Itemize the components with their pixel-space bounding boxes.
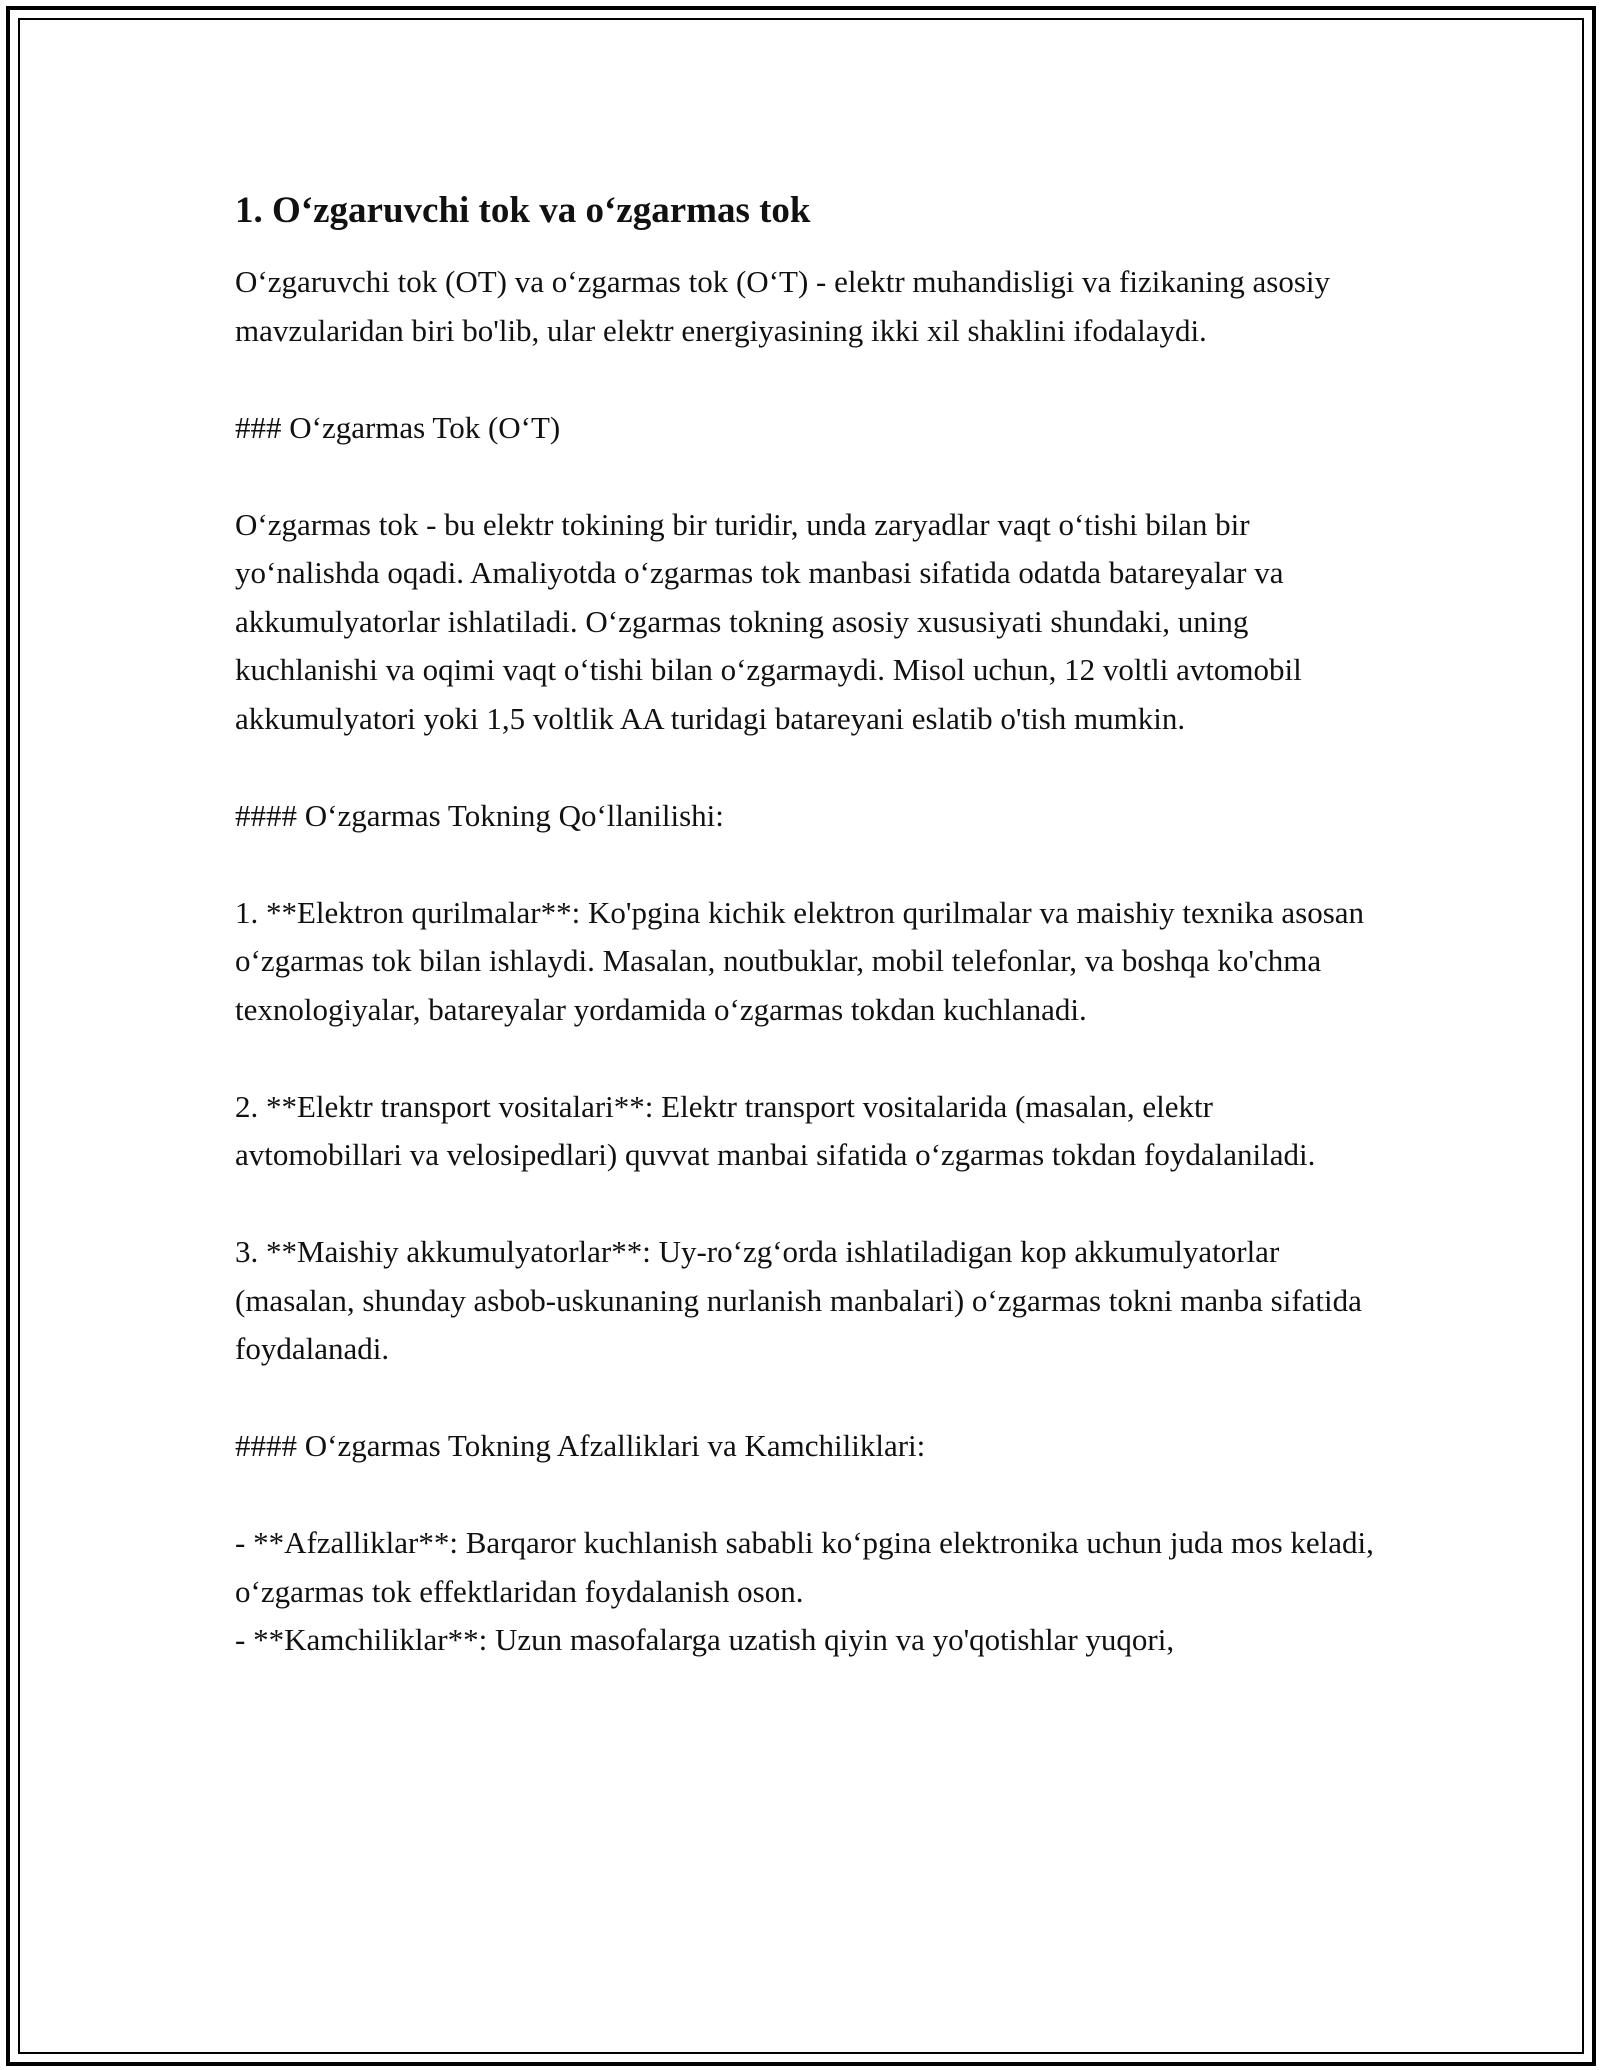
list-item-cons: - **Kamchiliklar**: Uzun masofalarga uzatish qiyin va yo'qotishlar yuqori,: [235, 1622, 1175, 1657]
list-item-electronic-devices: 1. **Elektron qurilmalar**: Ko'pgina kichik elektron qurilmalar va maishiy texnika asosan o‘zgarmas tok bilan ishlaydi. Masalan, noutbuklar, mobil telefonlar, va boshqa ko'chma texnologiyalar, batareyalar yordamida o‘zgarmas tokdan kuchlanadi.: [235, 894, 1365, 1027]
list-item-pros: - **Afzalliklar**: Barqaror kuchlanish sababli ko‘pgina elektronika uchun juda mos keladi, o‘zgarmas tok effektlaridan foydalanish oson.: [235, 1525, 1374, 1609]
list-item-electric-transport: 2. **Elektr transport vositalari**: Elektr transport vositalarida (masalan, elektr avtomobillari va velosipedlari) quvvat manbai sifatida o‘zgarmas tokdan foydalaniladi.: [235, 1088, 1316, 1172]
heading-pros-cons: #### O‘zgarmas Tokning Afzalliklari va Kamchiliklari:: [235, 1428, 926, 1463]
dc-description-paragraph: O‘zgarmas tok - bu elektr tokining bir turidir, unda zaryadlar vaqt o‘tishi bilan bir yo‘nalishda oqadi. Amaliyotda o‘zgarmas tok manbasi sifatida odatda batareyalar va akkumulyatorlar ishlatiladi. O‘zgarmas tokning asosiy xususiyati shundaki, uning kuchlanishi va oqimi vaqt o‘tishi bilan o‘zgarmaydi. Misol uchun, 12 voltli avtomobil akkumulyatori yoki 1,5 voltlik AA turidagi batareyani eslatib o'tish mumkin.: [235, 506, 1302, 736]
list-item-household-batteries: 3. **Maishiy akkumulyatorlar**: Uy-ro‘zg‘orda ishlatiladigan kop akkumulyatorlar (masalan, shunday asbob-uskunaning nurlanish manbalari) o‘zgarmas tokni manba sifatida foydalanadi.: [235, 1234, 1362, 1366]
intro-paragraph: O‘zgaruvchi tok (OT) va o‘zgarmas tok (O‘T) - elektr muhandisligi va fizikaning asosiy mavzularidan biri bo'lib, ular elektr energiyasining ikki xil shaklini ifodalaydi.: [235, 264, 1330, 348]
heading-dc: ### O‘zgarmas Tok (O‘T): [235, 409, 561, 445]
document-body: [235, 186, 1375, 1713]
heading-uses: #### O‘zgarmas Tokning Qo‘llanilishi:: [235, 797, 724, 833]
document-title: 1. O‘zgaruvchi tok va o‘zgarmas tok: [235, 190, 811, 231]
pros-cons-list: [235, 1519, 1375, 1665]
